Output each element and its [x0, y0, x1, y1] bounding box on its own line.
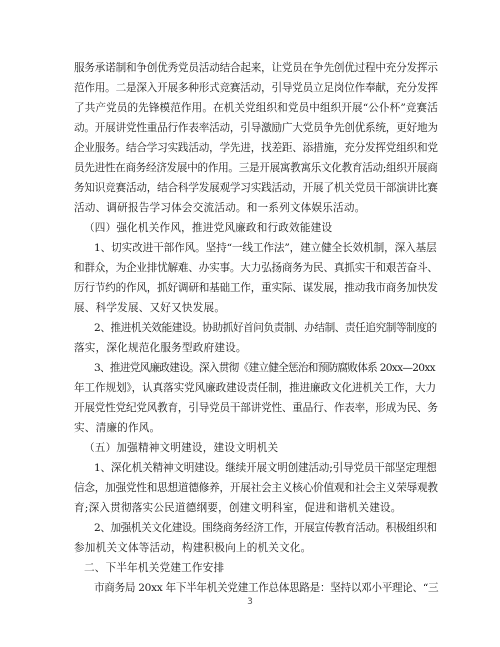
- paragraph-line: 员先进性在商务经济发展中的作用。三是开展寓教寓乐文化教育活动;组织开展商: [74, 162, 438, 174]
- paragraph-line: 了共产党员的先锋模范作用。在机关党组织和党员中组织开展“公仆杯”竞赛活: [74, 102, 438, 114]
- paragraph-line: 1、切实改进干部作风。坚持“一线工作法”，建立健全长效机制，深入基层: [94, 242, 437, 254]
- paragraph-line: 开展党性党纪党风教育，引导党员干部讲党性、重品行、作表率，形成为民、务: [74, 402, 438, 414]
- paragraph-line: 实、清廉的作风。: [74, 422, 161, 434]
- paragraph-line: 2、加强机关文化建设。围绕商务经济工作，开展宣传教育活动。积极组织和: [94, 522, 437, 534]
- paragraph-line: 动。开展讲党性重品行作表率活动，引导激励广大党员争先创优系统，更好地为: [74, 122, 438, 134]
- paragraph-line: 活动、调研报告学习体会交流活动。和一系列文体娱乐活动。: [74, 202, 366, 214]
- paragraph-line: 年工作规划》，认真落实党风廉政建设责任制，推进廉政文化进机关工作，大力: [74, 382, 436, 394]
- section-heading: （四）强化机关作风，推进党风廉政和行政效能建设: [84, 222, 333, 234]
- paragraph-line: 落实，深化规范化服务型政府建设。: [74, 342, 247, 354]
- paragraph-line: 服务承诺制和争创优秀党员活动结合起来，让党员在争先创优过程中充分发挥示: [74, 62, 438, 74]
- paragraph-line: 参加机关文体等活动，构建积极向上的机关文化。: [74, 542, 312, 554]
- paragraph-line: 展、科学发展、又好又快发展。: [74, 302, 226, 314]
- section-heading: 二、下半年机关党建工作安排: [84, 562, 225, 574]
- paragraph-line: 和群众，为企业排忧解难、办实事。大力弘扬商务为民、真抓实干和艰苦奋斗、: [74, 262, 438, 274]
- paragraph-line: 厉行节约的作风，抓好调研和基础工作，重实际、谋发展，推动我市商务加快发: [74, 282, 438, 294]
- paragraph-line: 信念，加强党性和思想道德修养，开展社会主义核心价值观和社会主义荣辱观教: [74, 482, 438, 494]
- paragraph-line: 育;深入贯彻落实公民道德纲要，创建文明科室，促进和谐机关建设。: [74, 502, 402, 514]
- paragraph-line: 范作用。二是深入开展多种形式竞赛活动，引导党员立足岗位作奉献，充分发挥: [74, 82, 438, 94]
- page-number: 3: [247, 597, 253, 607]
- section-heading: （五）加强精神文明建设，建设文明机关: [84, 442, 279, 454]
- paragraph-line: 务知识竞赛活动，结合科学发展观学习实践活动，开展了机关党员干部演讲比赛: [74, 182, 438, 194]
- paragraph-line: 3、推进党风廉政建设。深入贯彻《建立健全惩治和预防腐败体系 20xx—20xx: [94, 362, 435, 374]
- paragraph-line: 企业服务。结合学习实践活动，学先进，找差距、添措施，充分发挥党组织和党: [74, 142, 438, 154]
- paragraph-line: 市商务局 20xx 年下半年机关党建工作总体思路是：坚持以邓小平理论、“三: [94, 582, 439, 594]
- paragraph-line: 1、深化机关精神文明建设。继续开展文明创建活动;引导党员干部坚定理想: [94, 462, 437, 474]
- paragraph-line: 2、推进机关效能建设。协助抓好首问负责制、办结制、责任追究制等制度的: [94, 322, 437, 334]
